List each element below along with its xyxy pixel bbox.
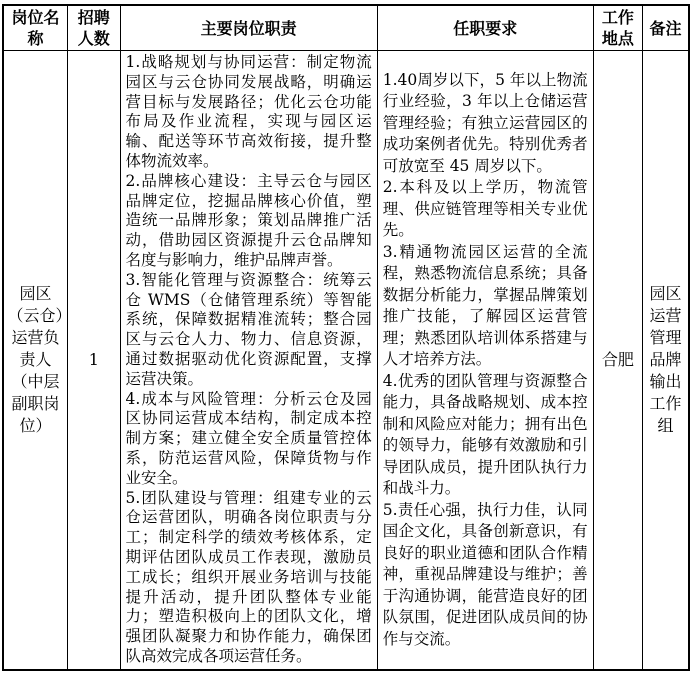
- duty-paragraph-3: 3.智能化管理与资源整合：统筹云仓 WMS（仓储管理系统）等智能系统，保障数据精准流转；整合园区与云仓人力、物力、信息资源，通过数据驱动优化资源配置，支撑运营决策。: [125, 270, 372, 388]
- cell-headcount: 1: [68, 51, 120, 670]
- duty-paragraph-5: 5.团队建设与管理：组建专业的云仓运营团队，明确各岗位职责与分工；制定科学的绩效考核体系，定期评估团队成员工作表现，激励员工成长；组织开展业务培训与技能提升活动，提升团队整体专业能力；塑造积极向上的团队文化，增强团队凝聚力和协作能力，确保团队高效完成各项运营任务。: [125, 488, 372, 665]
- header-position-name: 岗位名称: [3, 5, 68, 51]
- requirement-paragraph-2: 2.本科及以上学历，物流管理、供应链管理等相关专业优先。: [382, 178, 588, 240]
- recruitment-table: [2, 4, 690, 671]
- duty-paragraph-1: 1.战略规划与协同运营：制定物流园区与云仓协同发展战略，明确运营目标与发展路径；优化云仓功能布局及作业流程，实现与园区运输、配送等环节高效衔接，提升整体物流效率。: [125, 53, 372, 170]
- cell-position-name: 园区（云仓）运营负责人（中层副职岗位）: [3, 51, 68, 670]
- requirement-paragraph-1: 1.40周岁以下，5 年以上物流行业经验，3 年以上仓储运营管理经验；有独立运营园区的成功案例者优先。特别优秀者可放宽至 45 周岁以下。: [382, 70, 588, 175]
- cell-location: 合肥: [593, 51, 642, 670]
- table-body: [3, 51, 689, 670]
- duty-paragraph-4: 4.成本与风险管理：分析云仓及园区协同运营成本结构，制定成本控制方案；建立健全安全质量管控体系，防范运营风险，保障货物与作业安全。: [125, 389, 372, 487]
- header-headcount: 招聘人数: [68, 5, 120, 51]
- cell-duties: [120, 51, 377, 670]
- duty-paragraph-2: 2.品牌核心建设：主导云仓与园区品牌定位，挖掘品牌核心价值，塑造统一品牌形象；策划品牌推广活动，借助园区资源提升云仓品牌知名度与影响力，维护品牌声誉。: [125, 171, 372, 269]
- cell-note: 园区运营管理品牌输出工作组: [643, 51, 689, 670]
- header-note: 备注: [643, 5, 689, 51]
- header-location: 工作地点: [593, 5, 642, 51]
- requirement-paragraph-3: 3.精通物流园区运营的全流程，熟悉物流信息系统；具备数据分析能力，掌握品牌策划推广技能，了解园区运营管理；熟悉团队培训体系搭建与人才培养方法。: [382, 242, 588, 369]
- requirement-paragraph-4: 4.优秀的团队管理与资源整合能力，具备战略规划、成本控制和风险应对能力；拥有出色的领导力，能够有效激励和引导团队成员，提升团队执行力和战斗力。: [382, 371, 588, 498]
- table-header-row: [3, 5, 689, 51]
- requirement-paragraph-5: 5.责任心强，执行力佳，认同国企文化，具备创新意识，有良好的职业道德和团队合作精神，重视品牌建设与维护；善于沟通协调，能营造良好的团队氛围，促进团队成员间的协作与交流。: [382, 500, 588, 648]
- header-duties: 主要岗位职责: [120, 5, 377, 51]
- header-requirements: 任职要求: [377, 5, 593, 51]
- table-row: [3, 51, 689, 670]
- cell-requirements: [377, 51, 593, 670]
